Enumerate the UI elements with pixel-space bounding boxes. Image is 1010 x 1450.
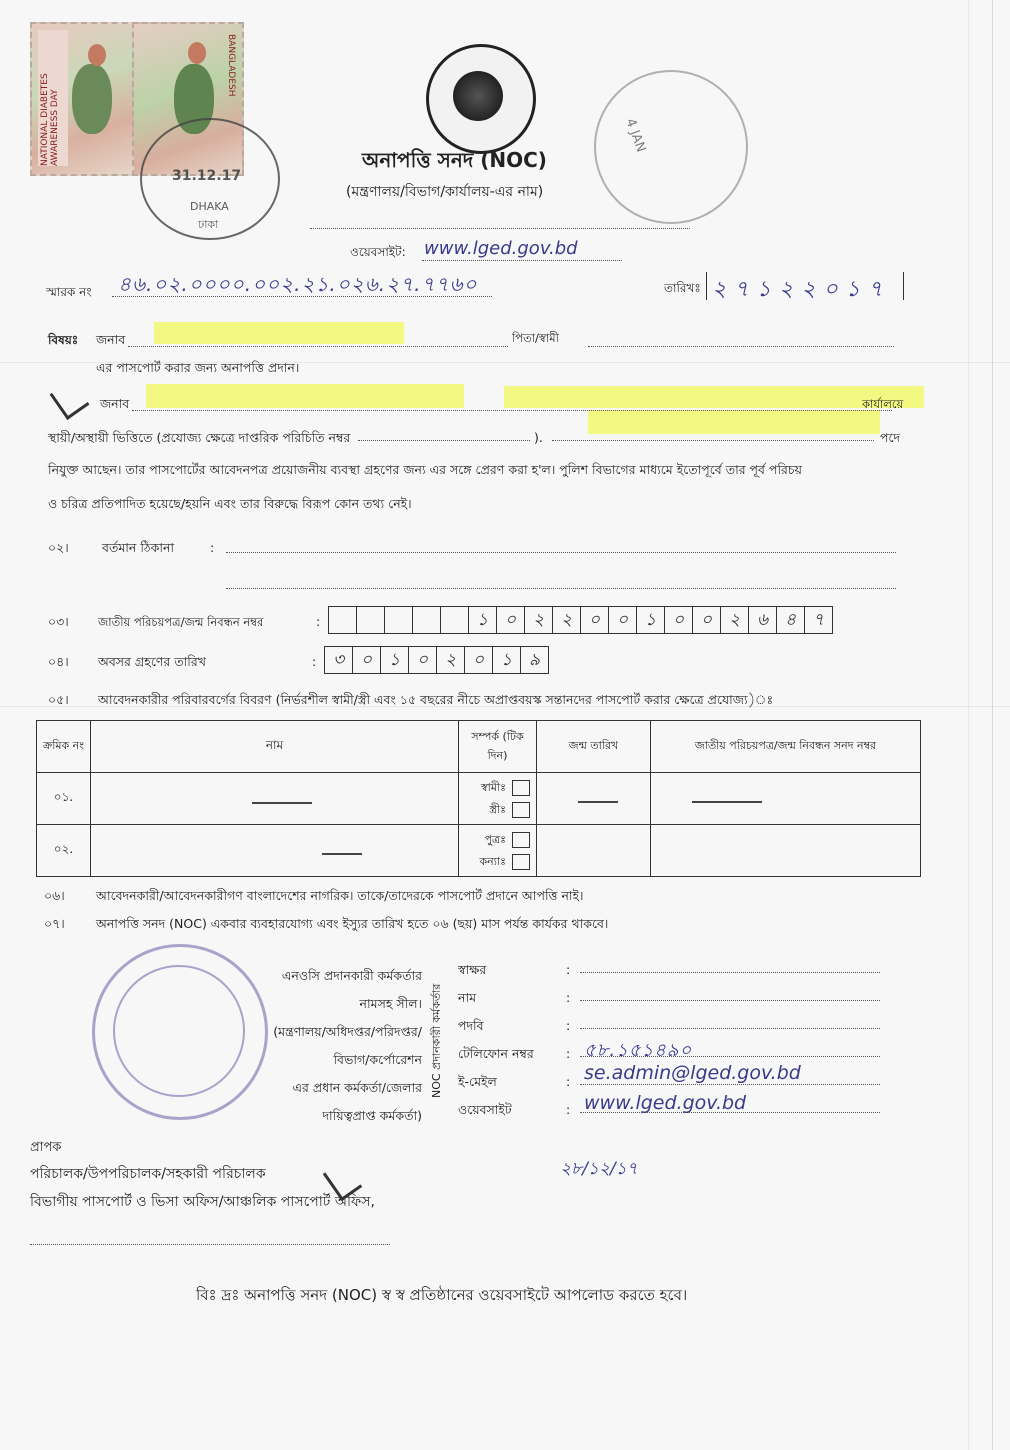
table-row xyxy=(37,773,921,825)
field-label: ওয়েবসাইট xyxy=(458,1102,512,1117)
nid-digit xyxy=(357,607,385,633)
website-label: ওয়েবসাইট: xyxy=(350,245,406,259)
signatory-left-line: নামসহ সীল। xyxy=(359,996,422,1011)
item-05-number: ০৫। xyxy=(48,692,69,707)
header-dob: জন্ম তারিখ xyxy=(537,721,651,773)
address-line2-rule xyxy=(226,588,896,589)
item-04-number: ০৪। xyxy=(48,654,69,669)
item-04-label: অবসর গ্রহণের তারিখ xyxy=(98,654,206,669)
highlight xyxy=(588,410,880,434)
stamp-country: BANGLADESH xyxy=(226,34,236,97)
recipient-line2: বিভাগীয় পাসপোর্ট ও ভিসা অফিস/আঞ্চলিক পাসপোর্ট অফিস, xyxy=(30,1194,375,1210)
row-serial: ০১. xyxy=(37,773,91,825)
body-line2: স্থায়ী/অস্থায়ী ভিত্তিতে (প্রযোজ্য ক্ষেত্রে দাপ্তরিক পরিচিতি নম্বর xyxy=(48,430,351,445)
body-designation-line xyxy=(552,440,874,441)
body-line3: নিযুক্ত আছেন। তার পাসপোর্টের আবেদনপত্র প্রয়োজনীয় ব্যবস্থা গ্রহণের জন্য এর সঙ্গে প্রেরণ করা হ'ল। পুলিশ বিভাগের মাধ্যমে ইতোপূর্বে তার পূর্ব পরিচয় xyxy=(48,462,803,477)
row-serial: ০২. xyxy=(37,825,91,877)
row-nid xyxy=(651,825,921,877)
signatory-left-line: দায়িত্বপ্রাপ্ত কর্মকর্তা) xyxy=(322,1108,422,1123)
body-line2-close: ). xyxy=(534,430,543,445)
tick-mark xyxy=(50,379,90,420)
nid-digit: ৬ xyxy=(749,607,777,633)
row-dob xyxy=(537,773,651,825)
signatory-left-line: (মন্ত্রণালয়/অধিদপ্তর/পরিদপ্তর/ xyxy=(273,1024,422,1039)
item-02-number: ০২। xyxy=(48,540,69,555)
item-03-label: জাতীয় পরিচয়পত্র/জন্ম নিবন্ধন নম্বর xyxy=(98,615,264,629)
signatory-left-line: এনওসি প্রদানকারী কর্মকর্তার xyxy=(281,968,422,983)
nid-digit: ০ xyxy=(665,607,693,633)
dash-mark xyxy=(252,802,312,804)
nid-digit: ৪ xyxy=(777,607,805,633)
row-dob xyxy=(537,825,651,877)
relation-option: কন্যাঃ xyxy=(460,851,530,873)
row-name xyxy=(91,773,459,825)
header-relation: সম্পর্ক (টিক দিন) xyxy=(459,721,537,773)
address-line1-rule xyxy=(226,552,896,553)
relation-checkbox[interactable] xyxy=(512,854,530,870)
item-07-number: ০৭। xyxy=(44,916,65,931)
postage-stamp xyxy=(30,22,138,176)
row-nid xyxy=(651,773,921,825)
relation-checkbox[interactable] xyxy=(512,802,530,818)
nid-digit xyxy=(441,607,469,633)
page-subtitle: (মন্ত্রণালয়/বিভাগ/কার্যালয়-এর নাম) xyxy=(346,184,544,200)
relation-checkbox[interactable] xyxy=(512,832,530,848)
field-label: টেলিফোন নম্বর xyxy=(458,1046,534,1061)
retire-digit: ০ xyxy=(353,647,381,673)
colon: : xyxy=(312,654,317,669)
date-label: তারিখঃ xyxy=(664,281,701,295)
website-value: www.lged.gov.bd xyxy=(424,238,578,259)
colon: : xyxy=(316,614,321,629)
nid-digit: ০ xyxy=(497,607,525,633)
family-table xyxy=(36,720,921,877)
nid-digit: ০ xyxy=(609,607,637,633)
signatory-left-block xyxy=(256,962,422,1130)
vertical-caption: NOC প্রদানকারী কর্মকর্তার xyxy=(430,983,443,1099)
retirement-date-boxes xyxy=(324,646,549,674)
nid-digit xyxy=(385,607,413,633)
row-name xyxy=(91,825,459,877)
relation-option: পুত্রঃ xyxy=(460,829,530,851)
field-label: স্বাক্ষর xyxy=(458,962,487,977)
postmark-date: 31.12.17 xyxy=(172,168,242,184)
highlight xyxy=(504,386,924,408)
nid-digit: ১ xyxy=(469,607,497,633)
right-edge-line xyxy=(992,0,993,1450)
body-mr-label: জনাব xyxy=(100,396,130,411)
dash-mark xyxy=(322,853,362,855)
signatory-left-line: বিভাগ/কর্পোরেশন xyxy=(333,1052,422,1067)
phone-value: ৫৮.১৫১৪৯০ xyxy=(584,1040,693,1061)
header-nid: জাতীয় পরিচয়পত্র/জন্ম নিবন্ধন সনদ নম্বর xyxy=(651,721,921,773)
postmark-city: DHAKA xyxy=(190,200,229,213)
email-line xyxy=(580,1084,880,1085)
stamp-caption: NATIONAL DIABETES AWARENESS DAY xyxy=(40,73,60,166)
retire-digit: ০ xyxy=(409,647,437,673)
website-value: www.lged.gov.bd xyxy=(584,1092,747,1114)
footer-note: বিঃ দ্রঃ অনাপত্তি সনদ (NOC) স্ব স্ব প্রতিষ্ঠানের ওয়েবসাইটে আপলোড করতে হবে। xyxy=(196,1286,688,1304)
subject-father-label: পিতা/স্বামী xyxy=(512,331,559,345)
nid-digit: ২ xyxy=(721,607,749,633)
nid-digit: ২ xyxy=(553,607,581,633)
nid-digit: ০ xyxy=(693,607,721,633)
email-value: se.admin@lged.gov.bd xyxy=(584,1062,801,1084)
body-name-line xyxy=(132,410,892,411)
body-office-suffix: কার্যালয়ে xyxy=(862,397,904,411)
row-relation xyxy=(459,825,537,877)
date-value: ২৭১২২০১৭ xyxy=(712,277,891,302)
relation-option: স্বামীঃ xyxy=(460,777,530,799)
family-table-header xyxy=(37,721,921,773)
name-line xyxy=(580,1000,880,1001)
recipient-line1: পরিচালক/উপপরিচালক/সহকারী পরিচালক xyxy=(30,1166,266,1182)
nid-digit: ২ xyxy=(525,607,553,633)
signatory-left-line: এর প্রধান কর্মকর্তা/জেলার xyxy=(292,1080,422,1095)
subject-name-line xyxy=(128,346,508,347)
retire-digit: ২ xyxy=(437,647,465,673)
relation-option: স্ত্রীঃ xyxy=(460,799,530,821)
nid-digit xyxy=(413,607,441,633)
nid-digit: ০ xyxy=(581,607,609,633)
memo-number: ৪৬.০২.০০০০.০০২.২১.০২৬.২৭.৭৭৬০ xyxy=(118,272,478,296)
item-06-number: ০৬। xyxy=(44,888,65,903)
subject-label: বিষয়ঃ xyxy=(48,333,79,347)
nid-digit xyxy=(329,607,357,633)
table-row xyxy=(37,825,921,877)
item-05-label: আবেদনকারীর পরিবারবর্গের বিবরণ (নির্ভরশীল স্বামী/স্ত্রী এবং ১৫ বছরের নীচে অপ্রাপ্তবয়স্ক সন্তানদের পাসপোর্ট করার ক্ষেত্রে প্রযোজ্য)ঃ xyxy=(98,692,774,707)
postmark-city-bn: ঢাকা xyxy=(198,218,219,231)
retire-digit: ০ xyxy=(465,647,493,673)
recipient-label: প্রাপক xyxy=(30,1140,62,1155)
signatory-field-labels xyxy=(458,956,534,1124)
item-02-label: বর্তমান ঠিকানা xyxy=(102,540,175,555)
office-name-line xyxy=(310,228,690,229)
body-id-line xyxy=(358,440,530,441)
highlight xyxy=(146,384,464,408)
retire-digit: ৯ xyxy=(521,647,549,673)
right-edge-line xyxy=(968,0,969,1450)
subject-line2: এর পাসপোর্ট করার জন্য অনাপত্তি প্রদান। xyxy=(96,360,300,375)
field-label: নাম xyxy=(458,990,477,1005)
header-name: নাম xyxy=(91,721,459,773)
retire-digit: ১ xyxy=(381,647,409,673)
nid-digit: ১ xyxy=(637,607,665,633)
signatory-colons: : : : : : : xyxy=(566,962,571,1117)
row-relation xyxy=(459,773,537,825)
item-06-text: আবেদনকারী/আবেদনকারীগণ বাংলাদেশের নাগরিক। তাকে/তাদেরকে পাসপোর্ট প্রদানে আপত্তি নাই। xyxy=(96,888,584,903)
recipient-place-line xyxy=(30,1244,390,1245)
memo-label: স্মারক নং xyxy=(46,285,92,299)
subject-mr-label: জনাব xyxy=(96,332,126,347)
relation-checkbox[interactable] xyxy=(512,780,530,796)
signature-line xyxy=(580,972,880,973)
body-line4: ও চরিত্র প্রতিপাদিত হয়েছে/হয়নি এবং তার বিরুদ্ধে বিরূপ কোন তথ্য নেই। xyxy=(48,496,412,511)
office-seal xyxy=(92,944,268,1120)
government-seal xyxy=(426,44,536,154)
item-03-number: ০৩। xyxy=(48,614,69,629)
date-box xyxy=(706,272,904,300)
initials-date: ২৮/১২/১৭ xyxy=(560,1159,638,1179)
website-line xyxy=(422,260,622,261)
retire-digit: ৩ xyxy=(325,647,353,673)
highlight xyxy=(154,322,404,344)
field-label: পদবি xyxy=(458,1018,484,1033)
forwarding-stamp xyxy=(594,70,748,224)
retire-digit: ১ xyxy=(493,647,521,673)
designation-line xyxy=(580,1028,880,1029)
forward-date: 4 JAN xyxy=(622,116,649,155)
memo-line xyxy=(112,296,492,297)
header-serial: ক্রমিক নং xyxy=(37,721,91,773)
nid-digit: ৭ xyxy=(805,607,833,633)
postmark xyxy=(140,118,280,240)
page-title: অনাপত্তি সনদ (NOC) xyxy=(362,148,547,172)
nid-number-boxes xyxy=(328,606,833,634)
field-label: ই-মেইল xyxy=(458,1074,497,1089)
body-post-suffix: পদে xyxy=(880,430,901,445)
subject-father-line xyxy=(588,346,894,347)
item-07-text: অনাপত্তি সনদ (NOC) একবার ব্যবহারযোগ্য এবং ইস্যুর তারিখ হতে ০৬ (ছয়) মাস পর্যন্ত কার্যকর থাকবে। xyxy=(96,916,609,931)
colon: : xyxy=(210,540,215,555)
